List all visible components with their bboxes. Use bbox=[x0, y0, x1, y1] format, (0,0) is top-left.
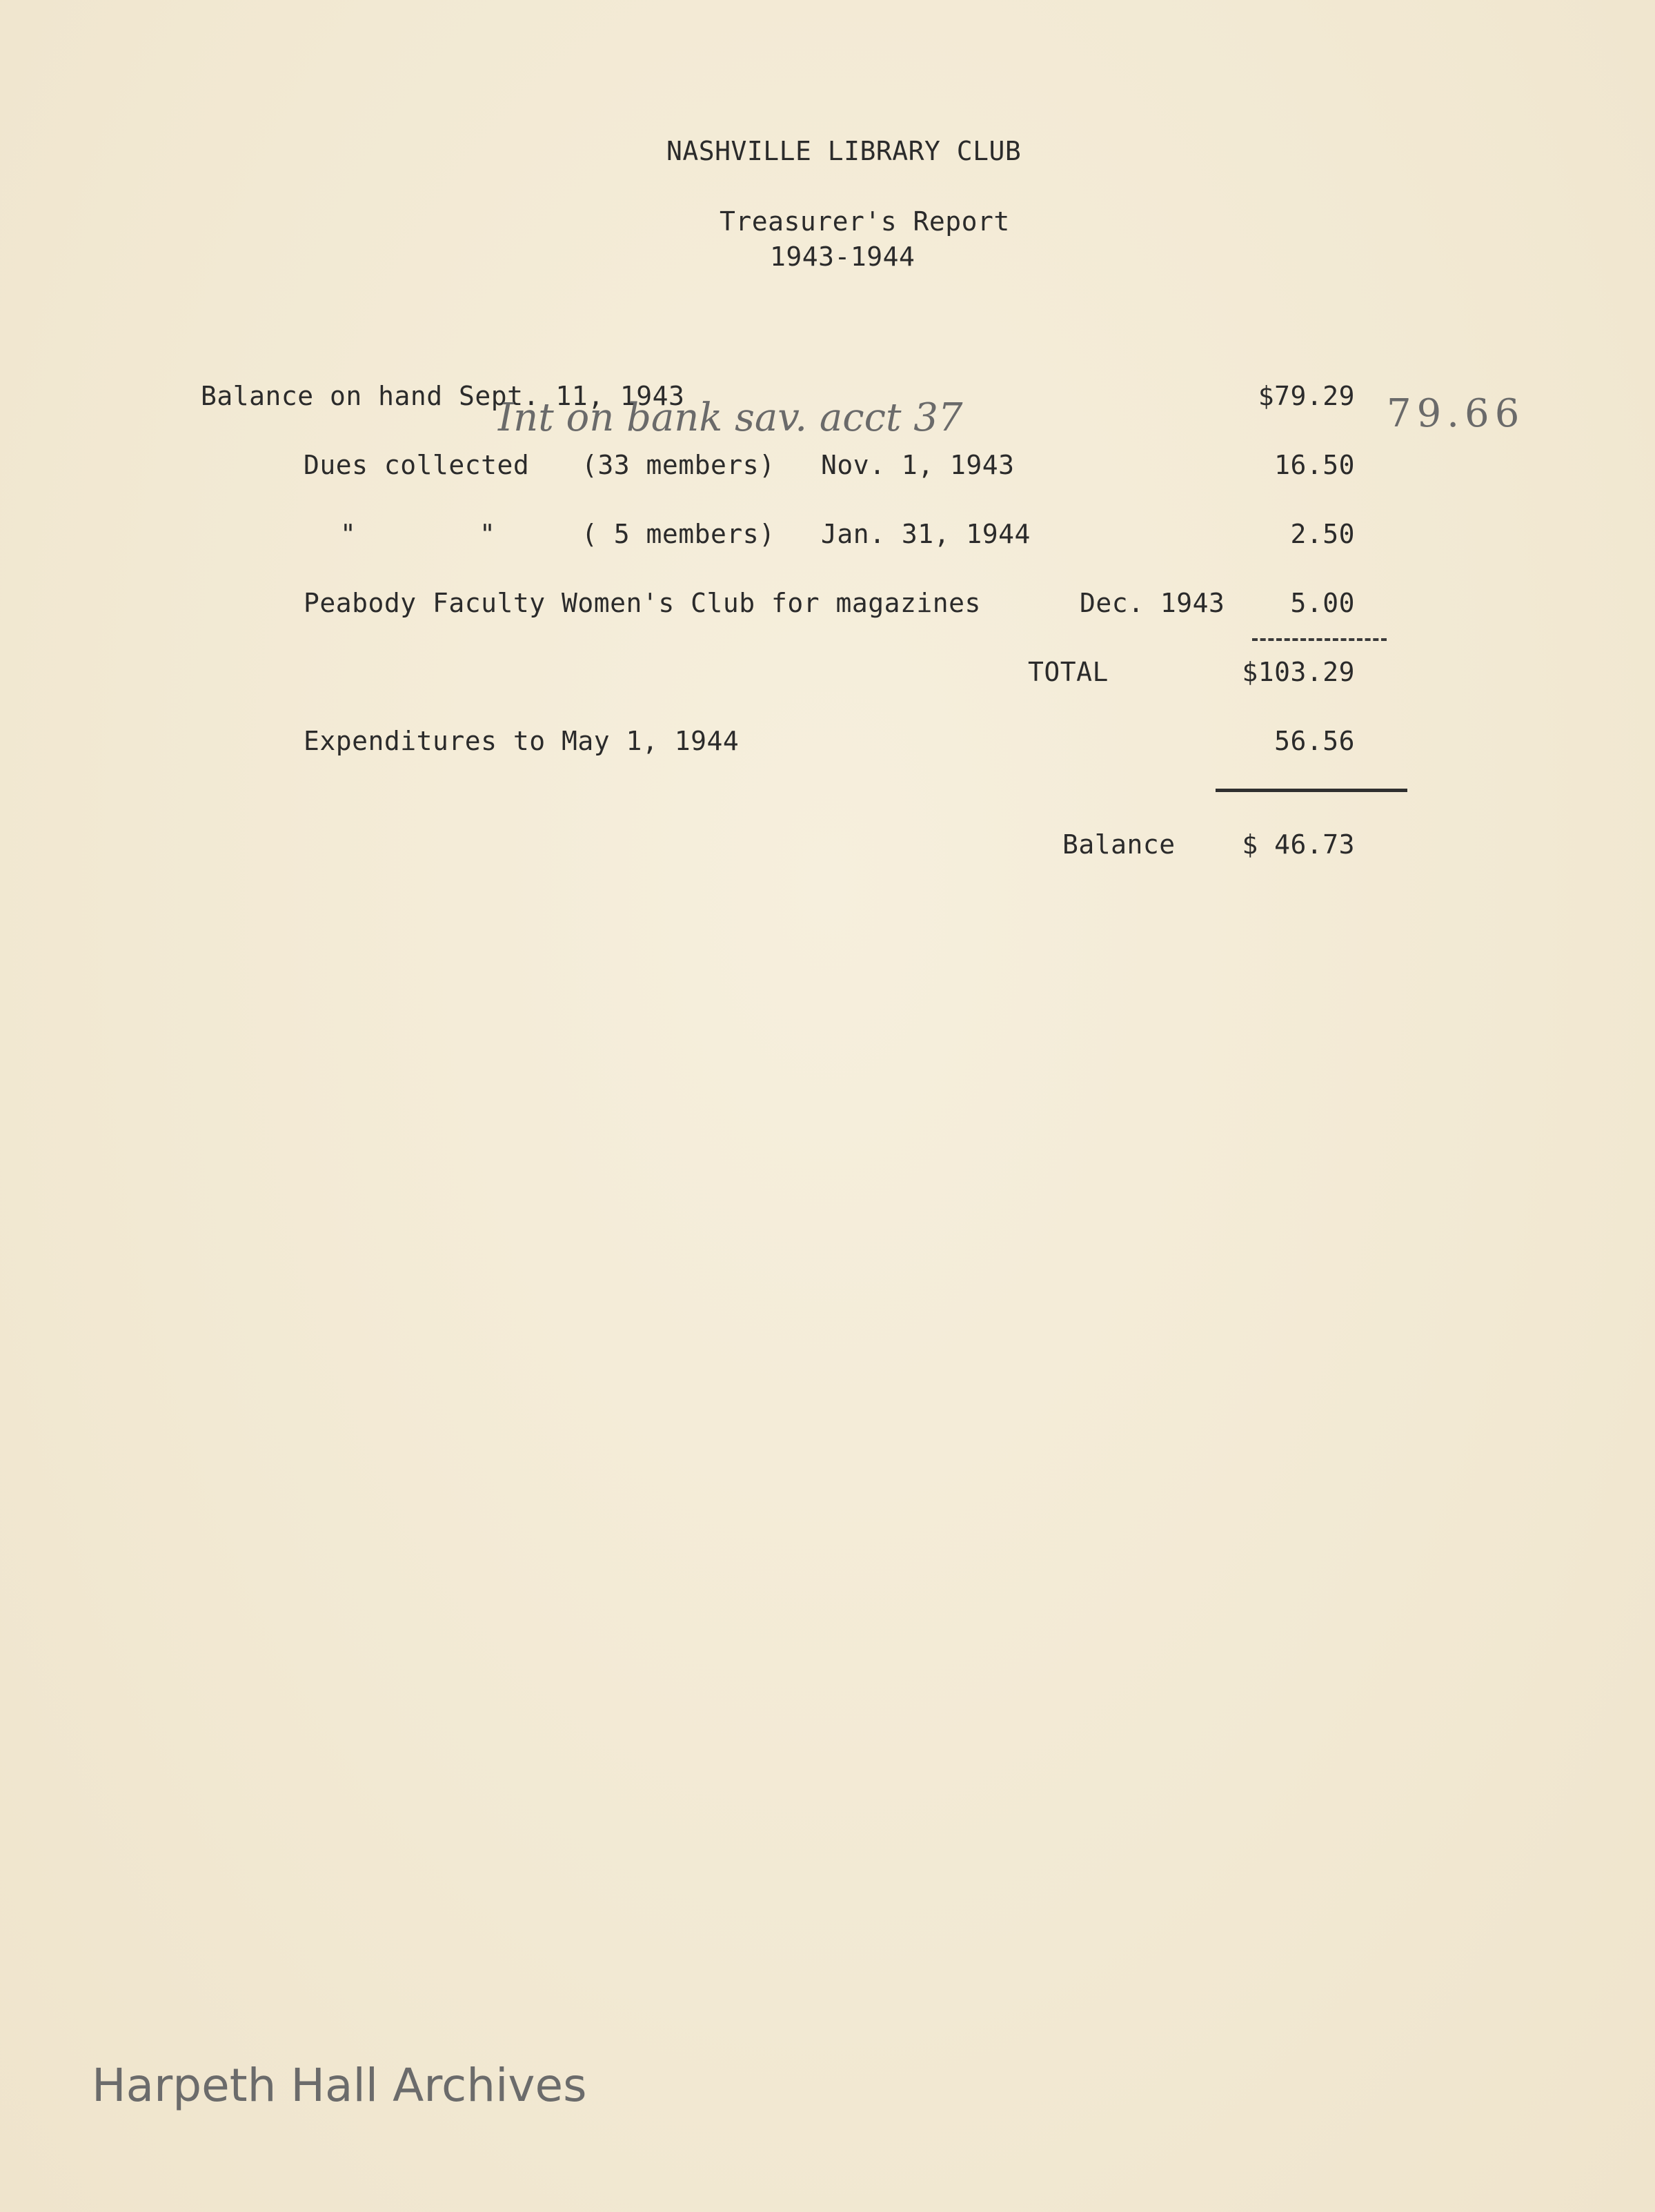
expenditures-label: Expenditures to May 1, 1944 bbox=[304, 726, 740, 756]
dues-amount: 2.50 bbox=[1290, 519, 1355, 549]
archive-watermark: Harpeth Hall Archives bbox=[92, 2059, 587, 2112]
peabody-contribution-amount: 5.00 bbox=[1290, 588, 1355, 618]
peabody-contribution-label: Peabody Faculty Women's Club for magazines bbox=[304, 588, 981, 618]
total-amount: $103.29 bbox=[1242, 657, 1355, 687]
final-balance-label: Balance bbox=[1062, 829, 1176, 860]
total-label: TOTAL bbox=[1028, 657, 1109, 687]
balance-solid-rule bbox=[1216, 789, 1407, 792]
report-years: 1943-1944 bbox=[770, 241, 915, 272]
balance-on-hand-label: Balance on hand Sept. 11, 1943 bbox=[201, 381, 685, 411]
final-balance-amount: $ 46.73 bbox=[1242, 829, 1355, 860]
dues-date: Nov. 1, 1943 bbox=[821, 450, 1015, 480]
balance-on-hand-amount: $79.29 bbox=[1258, 381, 1355, 411]
expenditures-amount: 56.56 bbox=[1274, 726, 1355, 756]
dues-members-count: (33 members) bbox=[582, 450, 775, 480]
organization-name: NASHVILLE LIBRARY CLUB bbox=[666, 136, 1022, 166]
handwritten-adjusted-balance: 79.66 bbox=[1387, 391, 1525, 436]
peabody-contribution-date: Dec. 1943 bbox=[1080, 588, 1225, 618]
report-title: Treasurer's Report bbox=[720, 206, 1010, 237]
ditto-mark: " bbox=[340, 519, 357, 549]
dues-members-count: ( 5 members) bbox=[582, 519, 775, 549]
subtotal-dashed-rule bbox=[1252, 638, 1387, 641]
dues-date: Jan. 31, 1944 bbox=[821, 519, 1031, 549]
handwritten-interest-note: Int on bank sav. acct 37 bbox=[498, 395, 963, 440]
dues-amount: 16.50 bbox=[1274, 450, 1355, 480]
dues-collected-label: Dues collected bbox=[304, 450, 530, 480]
ditto-mark: " bbox=[479, 519, 496, 549]
